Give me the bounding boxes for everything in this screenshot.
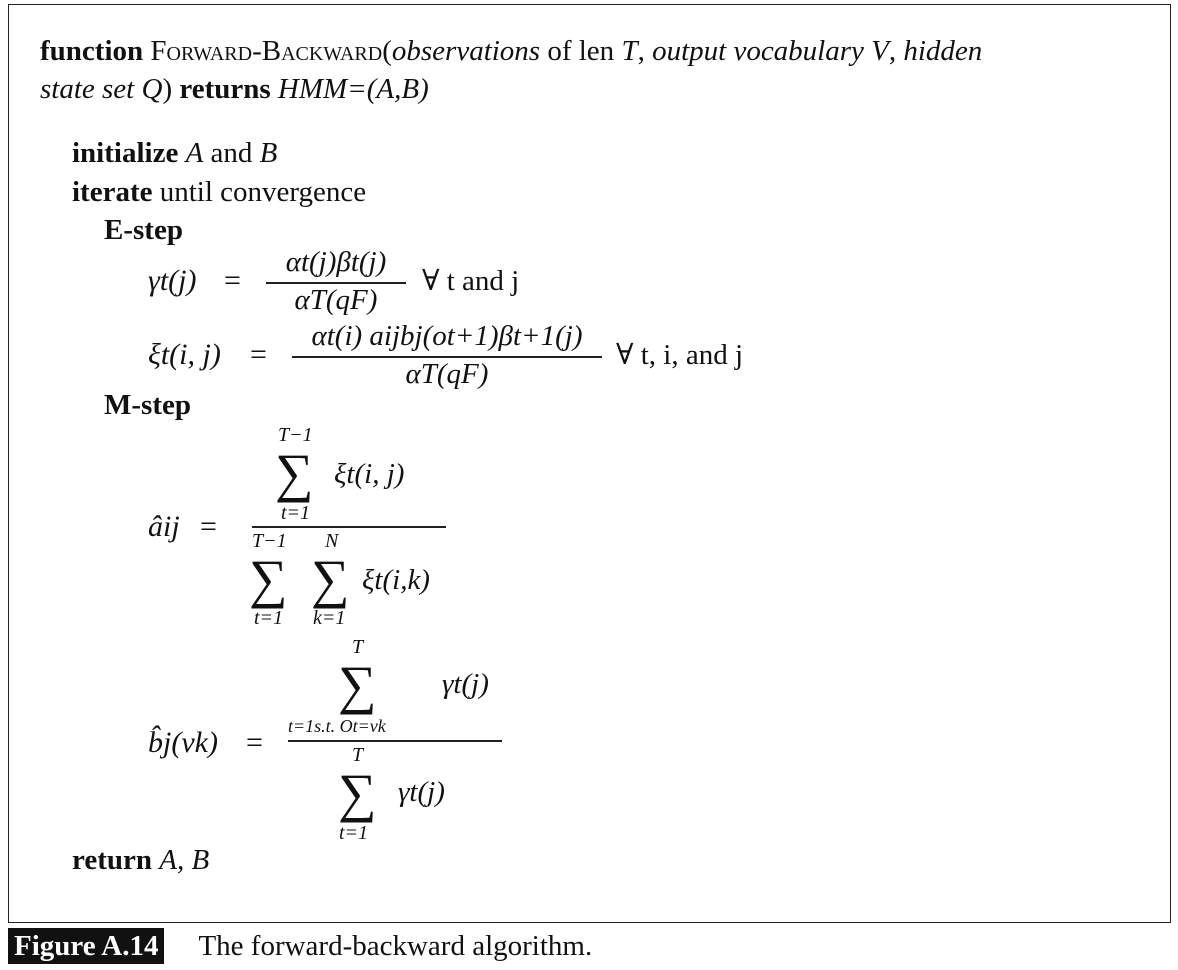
iterate-line <box>72 175 366 209</box>
keyword-return: return <box>72 844 153 876</box>
b-den-sum-lower: t=1 <box>339 822 369 844</box>
comma: , <box>888 35 904 67</box>
a-hat-fraction-bar <box>252 526 446 528</box>
var-A: A <box>185 137 204 169</box>
b-num-sum-lower: t=1s.t. Ot=vk <box>288 716 386 736</box>
b-num-term: γt(j) <box>442 668 489 700</box>
gamma-lhs: γt(j) <box>148 264 197 297</box>
function-name: Forward-Backward <box>150 35 383 67</box>
arg-T: T <box>621 35 638 67</box>
xi-denominator: αT(qF) <box>405 358 489 390</box>
a-num-sum-lower: t=1 <box>281 502 311 524</box>
arg-observations-rest: of len <box>540 35 622 67</box>
b-hat-lhs: b̂j(vk) <box>148 726 218 759</box>
b-num-sum-sign: ∑ <box>338 655 377 715</box>
keyword-initialize: initialize <box>72 137 179 169</box>
a-num-sum-sign: ∑ <box>275 443 314 503</box>
xi-condition: ∀ t, i, and j <box>616 339 744 371</box>
equals-sign: = <box>224 264 241 297</box>
a-num-term: ξt(i, j) <box>334 458 405 490</box>
keyword-iterate: iterate <box>72 176 153 208</box>
a-den-sum1-sign: ∑ <box>249 549 288 609</box>
return-line <box>72 843 209 877</box>
b-den-sum-upper: T <box>352 744 364 766</box>
return-values: A, B <box>159 844 210 876</box>
a-den-sum1-lower: t=1 <box>254 607 284 629</box>
a-den-sum2-lower: k=1 <box>313 607 346 629</box>
arg-state-set: state set Q <box>40 73 163 105</box>
a-den-term: ξt(i,k) <box>362 564 430 596</box>
arg-vocabulary: output vocabulary V <box>652 35 889 67</box>
b-num-sum-upper: T <box>352 636 364 658</box>
xi-numerator: αt(i) aijbj(ot+1)βt+1(j) <box>311 320 583 352</box>
gamma-numerator: αt(j)βt(j) <box>285 246 387 278</box>
figure-caption <box>8 928 592 964</box>
keyword-function: function <box>40 35 144 67</box>
var-B: B <box>259 137 278 169</box>
equals-sign: = <box>200 510 217 543</box>
xi-lhs: ξt(i, j) <box>148 338 221 371</box>
arg-observations: observations <box>391 35 541 67</box>
b-den-term: γt(j) <box>398 776 445 808</box>
b-den-sum-sign: ∑ <box>338 763 377 823</box>
function-signature-line1 <box>40 34 982 68</box>
return-type: HMM=(A,B) <box>277 73 429 105</box>
paren-open: ( <box>382 35 392 67</box>
paren-close: ) <box>162 73 173 105</box>
b-hat-fraction-bar <box>288 740 502 742</box>
a-hat-lhs: âij <box>148 510 180 543</box>
equals-sign: = <box>246 726 263 759</box>
equals-sign: = <box>250 338 267 371</box>
iterate-rest: until convergence <box>152 176 367 208</box>
function-signature-line2 <box>40 72 429 106</box>
arg-hidden: hidden <box>903 35 983 67</box>
gamma-denominator: αT(qF) <box>294 284 378 316</box>
keyword-returns: returns <box>179 73 271 105</box>
mstep-heading: M-step <box>104 389 191 421</box>
a-den-sum2-sign: ∑ <box>311 549 350 609</box>
a-den-sum2-upper: N <box>325 530 339 552</box>
initialize-line <box>72 136 277 170</box>
a-num-sum-upper: T−1 <box>278 424 313 446</box>
and-text: and <box>203 137 260 169</box>
figure-label: Figure A.14 <box>8 928 164 964</box>
gamma-condition: ∀ t and j <box>422 265 520 297</box>
estep-heading: E-step <box>104 214 183 246</box>
comma: , <box>637 35 653 67</box>
a-den-sum1-upper: T−1 <box>252 530 287 552</box>
caption-text: The forward-backward algorithm. <box>198 929 593 962</box>
